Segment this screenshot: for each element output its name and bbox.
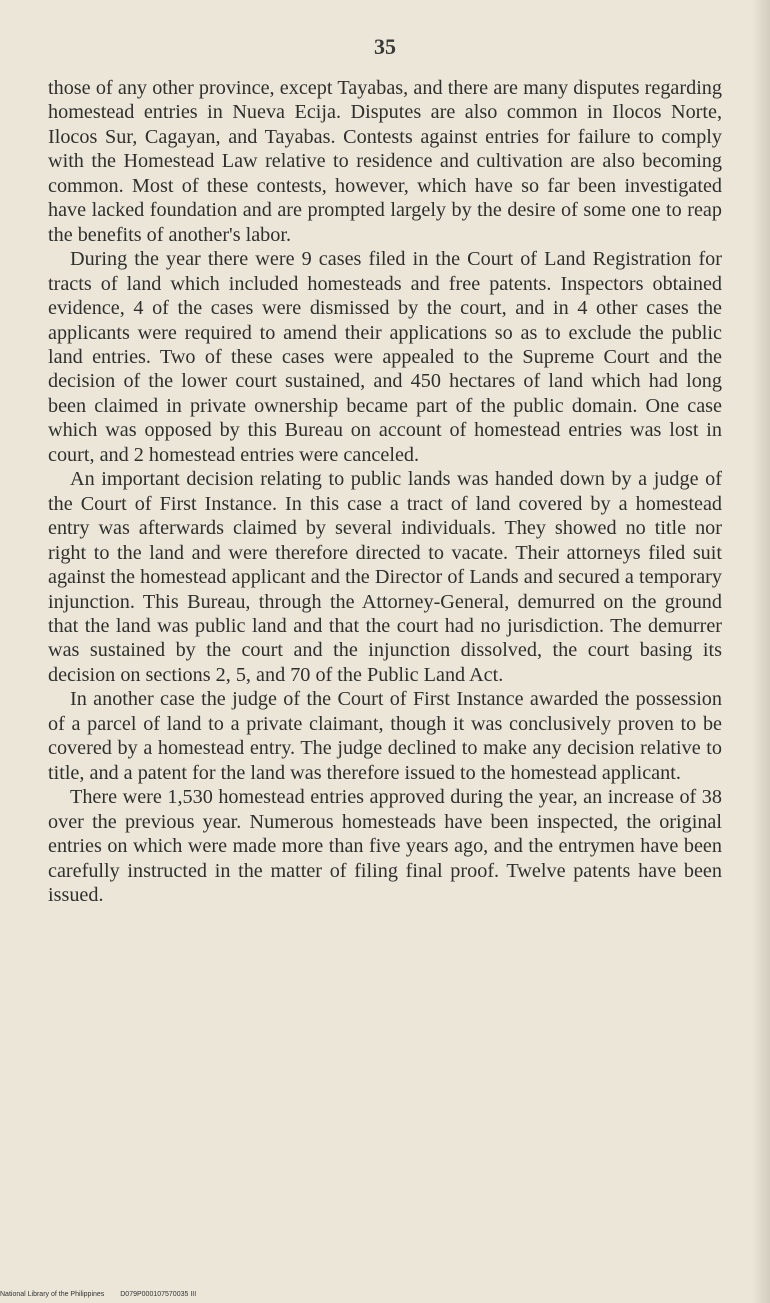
page-number: 35 xyxy=(374,34,396,59)
paragraph-continued: those of any other province, except Tayabas, and there are many disputes regarding homestead entries in Nueva Ecija. Disputes are also common in Ilocos Norte, Ilocos Sur, Cagayan, and Tayabas. Contests against entries for failure to comply with the Homestead Law relative to residence and cultivation are also becoming common. Most of these contests, however, which have so far been investigated have lacked foundation and are prompted largely by the desire of some one to reap the benefits of another's labor. xyxy=(48,77,722,246)
paragraph-homestead-entries: There were 1,530 homestead entries approved during the year, an increase of 38 over the previous year. Numerous homesteads have been inspected, the original entries on which were made more than five years ago, and the entrymen have been carefully instructed in the matter of filing final proof. Twelve patents have been issued. xyxy=(48,786,722,906)
body-text xyxy=(48,76,722,907)
footer-code: D079P000107570035 III xyxy=(120,1291,197,1298)
paragraph-another-case: In another case the judge of the Court of First Instance awarded the possession of a parcel of land to a private claimant, though it was conclusively proven to be covered by a homestead entry. The judge declined to make any decision relative to title, and a patent for the land was therefore issued to the homestead applicant. xyxy=(48,688,722,784)
paragraph-court-decision: An important decision relating to public lands was handed down by a judge of the Court of First Instance. In this case a tract of land covered by a homestead entry was afterwards claimed by several individuals. They showed no title nor right to the land and were therefore directed to vacate. Their attorneys filed suit against the homestead applicant and the Director of Lands and secured a temporary injunction. This Bureau, through the Attorney-General, demurred on the ground that the land was public land and that the court had no jurisdiction. The demurrer was sustained by the court and the injunction dissolved, the court basing its decision on sections 2, 5, and 70 of the Public Land Act. xyxy=(48,468,722,686)
paragraph-land-registration-cases: During the year there were 9 cases filed in the Court of Land Registration for tracts of land which included homesteads and free patents. Inspectors obtained evidence, 4 of the cases were dismissed by the court, and in 4 other cases the applicants were required to amend their applications so as to exclude the public land entries. Two of these cases were appealed to the Supreme Court and the decision of the lower court sustained, and 450 hectares of land which had long been claimed in private ownership became part of the public domain. One case which was opposed by this Bureau on account of homestead entries was lost in court, and 2 homestead entries were canceled. xyxy=(48,248,722,466)
page-edge-shadow xyxy=(752,0,770,1303)
scan-footer xyxy=(0,1291,210,1298)
footer-library: National Library of the Philippines xyxy=(0,1291,105,1298)
